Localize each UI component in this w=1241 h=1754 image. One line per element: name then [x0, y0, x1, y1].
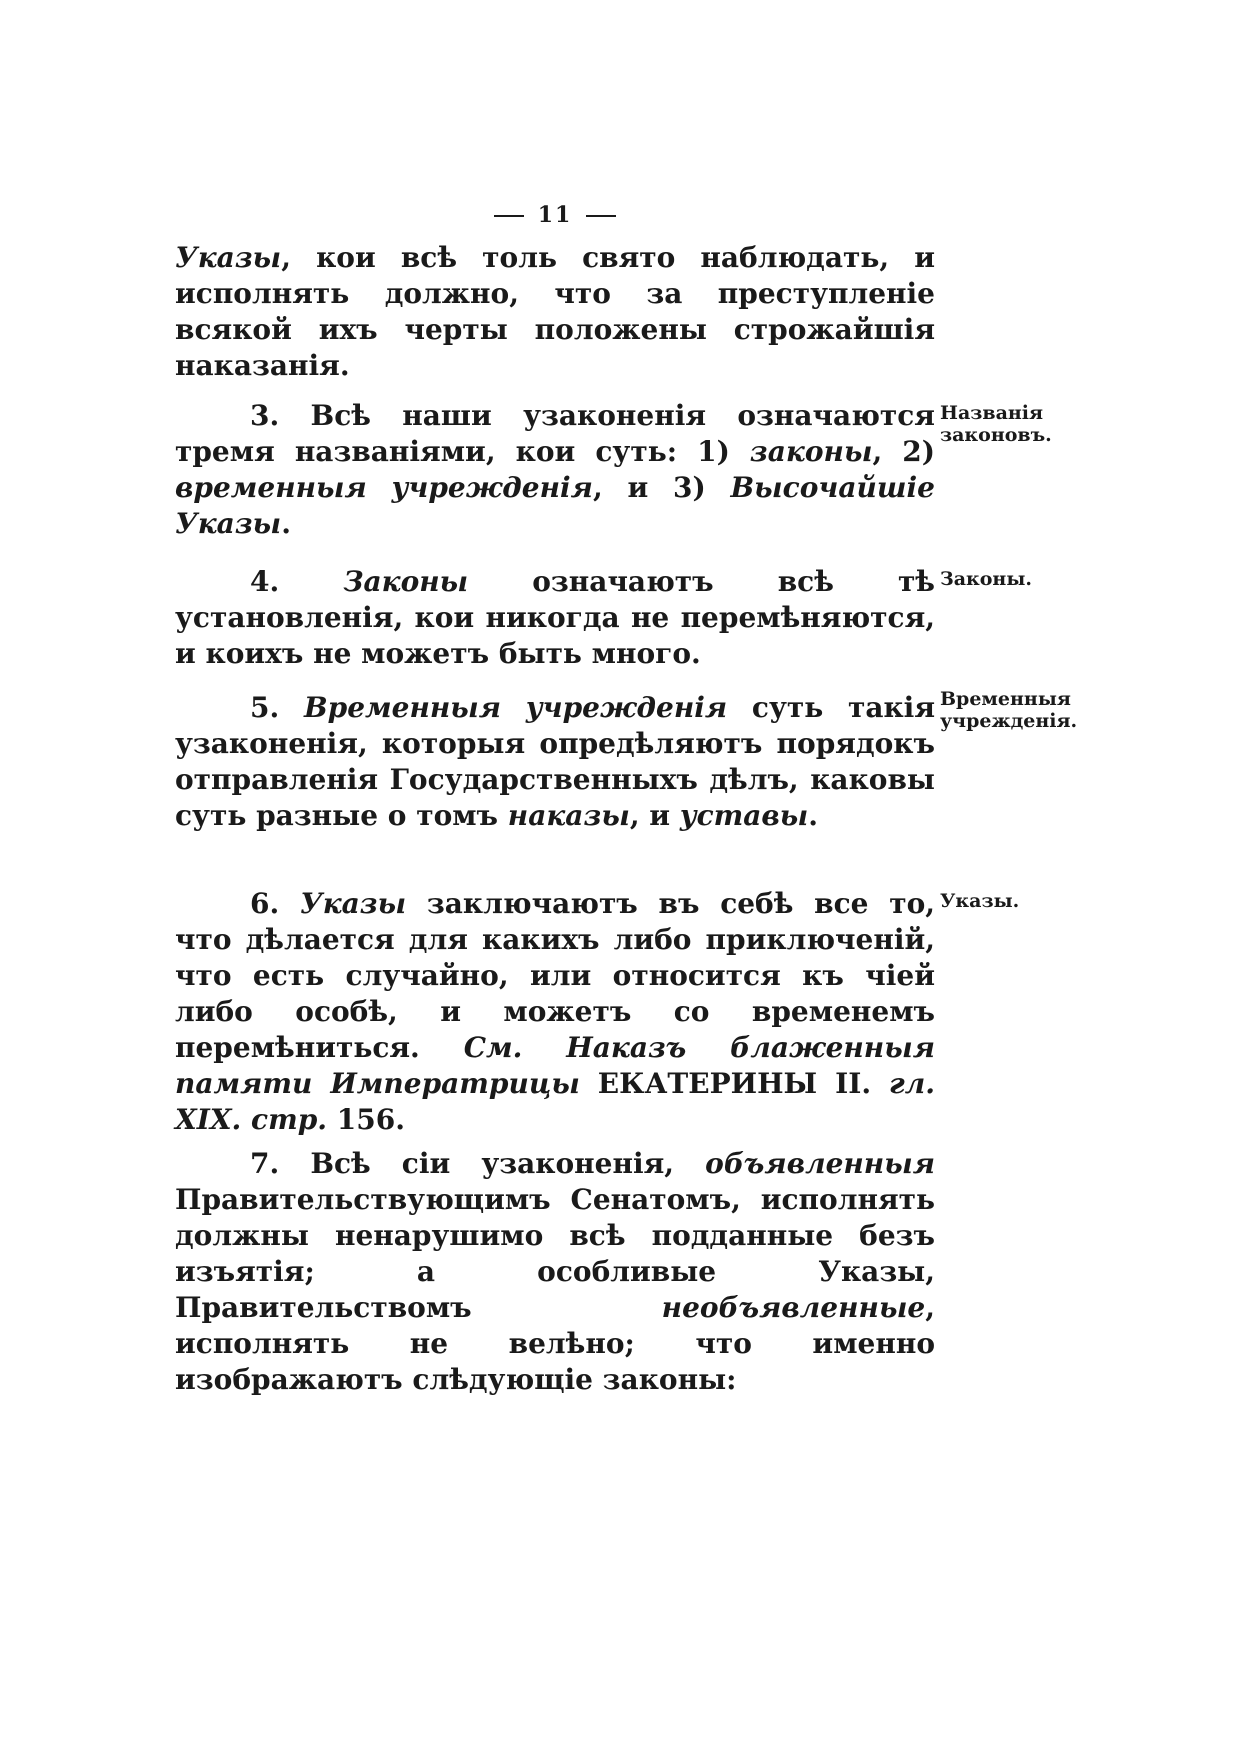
text-segment: временныя учрежденія: [175, 471, 593, 504]
text-segment: , исполнять не велѣно; что именно изображаютъ слѣдующіе законы:: [175, 1291, 935, 1396]
text-segment: , кои всѣ толь свято наблюдать, и исполнять должно, что за преступленіе всякой ихъ черты положены строжайшія наказанія.: [175, 241, 935, 382]
text-segment: Законы: [343, 565, 469, 598]
text-segment: , 2): [872, 435, 935, 468]
side-note-names-of-laws: Названія законовъ.: [940, 402, 1052, 446]
paragraph-continuation: [175, 240, 935, 384]
text-segment: 7. Всѣ сіи узаконенія,: [250, 1147, 706, 1180]
page-number-value: 11: [537, 202, 573, 228]
text-segment: Временныя учрежденія: [303, 691, 728, 724]
text-segment: Правительствующимъ Сенатомъ, исполнять должны ненарушимо всѣ подданные безъ изъятія; а особливые Указы, Правительствомъ: [175, 1183, 935, 1324]
text-segment: , и 3): [592, 471, 731, 504]
page-number: [455, 202, 655, 228]
text-segment: необъявленные: [661, 1291, 926, 1324]
text-segment: 156.: [327, 1103, 405, 1136]
side-note-temporary-institutions: Временныя учрежденія.: [940, 688, 1078, 732]
text-segment: См. Наказъ блаженныя памяти Императрицы: [175, 1031, 935, 1100]
text-segment: , и: [629, 799, 680, 832]
side-note-laws: Законы.: [940, 568, 1032, 590]
paragraph-7: [175, 1146, 935, 1398]
text-segment: 5.: [250, 691, 304, 724]
text-segment: законы: [749, 435, 873, 468]
text-segment: Указы: [175, 241, 282, 274]
text-segment: суть такія узаконенія, которыя опредѣляютъ порядокъ отправленія Государственныхъ дѣлъ, каковы суть разные о томъ: [175, 691, 935, 832]
text-segment: означаютъ всѣ тѣ установленія, кои никогда не перемѣняются, и коихъ не можетъ быть много.: [175, 565, 935, 670]
text-segment: .: [281, 507, 291, 540]
paragraph-6: [175, 886, 935, 1138]
text-segment: наказы: [507, 799, 630, 832]
text-segment: 6.: [250, 887, 300, 920]
text-segment: Указы: [299, 887, 407, 920]
paragraph-4: [175, 564, 935, 672]
right-dash: [586, 215, 616, 217]
side-note-decrees: Указы.: [940, 890, 1020, 912]
text-segment: .: [808, 799, 819, 832]
text-segment: гл. XIX. стр.: [175, 1067, 935, 1136]
left-dash: [494, 215, 524, 217]
text-segment: объявленныя: [705, 1147, 935, 1180]
paragraph-5: [175, 690, 935, 834]
text-segment: заключаютъ въ себѣ все то, что дѣлается для какихъ либо приключеній, что есть случайно, или относится къ чіей либо особѣ, и можетъ со временемъ перемѣниться.: [175, 887, 935, 1064]
text-segment: ЕКАТЕРИНЫ II.: [579, 1067, 889, 1100]
text-segment: 4.: [250, 565, 344, 598]
text-segment: уставы: [679, 799, 809, 832]
paragraph-3: [175, 398, 935, 542]
text-segment: Высочайшіе Указы: [175, 471, 935, 540]
text-segment: 3. Всѣ наши узаконенія означаются тремя названіями, кои суть: 1): [175, 399, 935, 468]
